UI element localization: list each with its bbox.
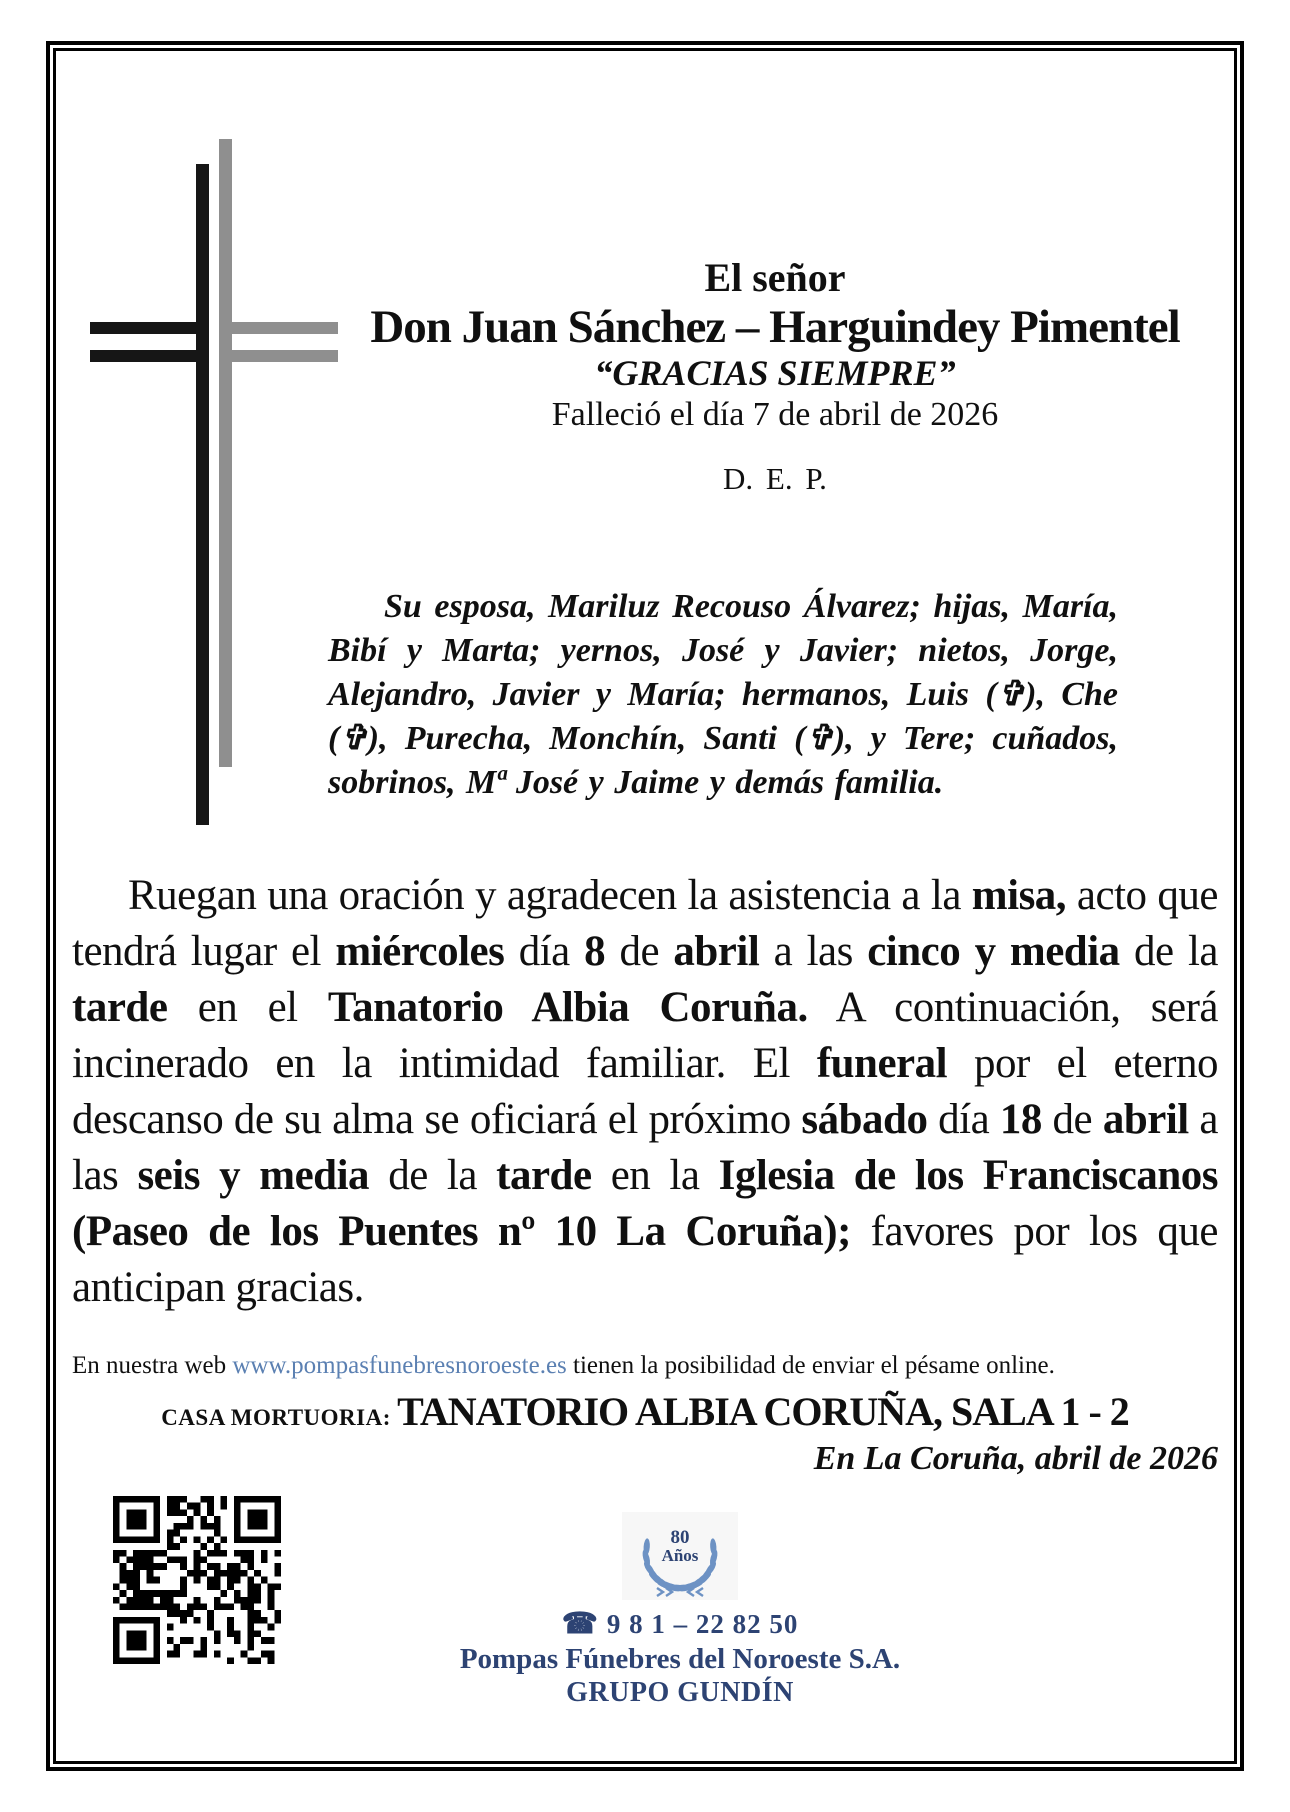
- anniversary-wreath-icon: [622, 1512, 738, 1600]
- footer: [400, 1512, 960, 1709]
- web-note-suffix: tienen la posibilidad de enviar el pésame online.: [566, 1352, 1055, 1379]
- phone-line: [400, 1606, 960, 1641]
- deceased-name: Don Juan Sánchez – Harguindey Pimentel: [370, 300, 1180, 353]
- website-link[interactable]: www.pompasfunebresnoroeste.es: [232, 1352, 567, 1379]
- phone-number: 9 8 1 – 22 82 50: [606, 1609, 799, 1639]
- family-paragraph: Su esposa, Mariluz Recouso Álvarez; hijas, María, Bibí y Marta; yernos, José y Javier; nietos, Jorge, Alejandro, Javier y María; hermanos, Luis (✞), Che (✞), Purecha, Monchín, Santi (✞), y Tere; cuñados, sobrinos, Mª José y Jaime y demás familia.: [328, 588, 1118, 801]
- group-name: GRUPO GUNDÍN: [566, 1677, 794, 1708]
- phone-icon: ☎: [561, 1608, 599, 1640]
- cross-gray-vertical: [219, 139, 232, 767]
- mortuary-line: [72, 1388, 1218, 1435]
- cross-gray-arm-lower: [219, 350, 338, 362]
- cross-black-arm-upper: [90, 322, 208, 334]
- header: [330, 256, 1220, 497]
- cross-gray-arm-upper: [219, 322, 338, 334]
- announcement-paragraph: Ruegan una oración y agradecen la asistencia a la misa, acto que tendrá lugar el miércoles día 8 de abril a las cinco y media de la tarde en el Tanatorio Albia Coruña. A continuación, será incinerado en la intimidad familiar. El funeral por el eterno descanso de su alma se oficiará el próximo sábado día 18 de abril a las seis y media de la tarde en la Iglesia de los Franciscanos (Paseo de los Puentes nº 10 La Coruña); favores por los que anticipan gracias.: [72, 872, 1218, 1311]
- company-name: Pompas Fúnebres del Noroeste S.A.: [459, 1643, 901, 1675]
- motto: “GRACIAS SIEMPRE”: [594, 353, 956, 394]
- web-note-prefix: En nuestra web: [72, 1352, 233, 1379]
- web-note: [72, 1352, 1218, 1380]
- cross-black-arm-lower: [90, 350, 208, 362]
- rest-in-peace: D. E. P.: [723, 460, 827, 496]
- mortuary-label: CASA MORTUORIA:: [161, 1405, 398, 1430]
- place-date: En La Coruña, abril de 2026: [813, 1440, 1218, 1477]
- death-date: Falleció el día 7 de abril de 2026: [551, 395, 999, 433]
- mortuary-value: TANATORIO ALBIA CORUÑA, SALA 1 - 2: [397, 1389, 1129, 1434]
- badge-word: Años: [661, 1546, 699, 1565]
- cross-black-vertical: [196, 164, 209, 825]
- qr-code: [113, 1496, 281, 1664]
- salutation: El señor: [704, 255, 846, 300]
- badge-years: 80: [670, 1527, 690, 1548]
- qr-code-canvas: [113, 1496, 281, 1664]
- anniversary-badge-text: [622, 1528, 738, 1564]
